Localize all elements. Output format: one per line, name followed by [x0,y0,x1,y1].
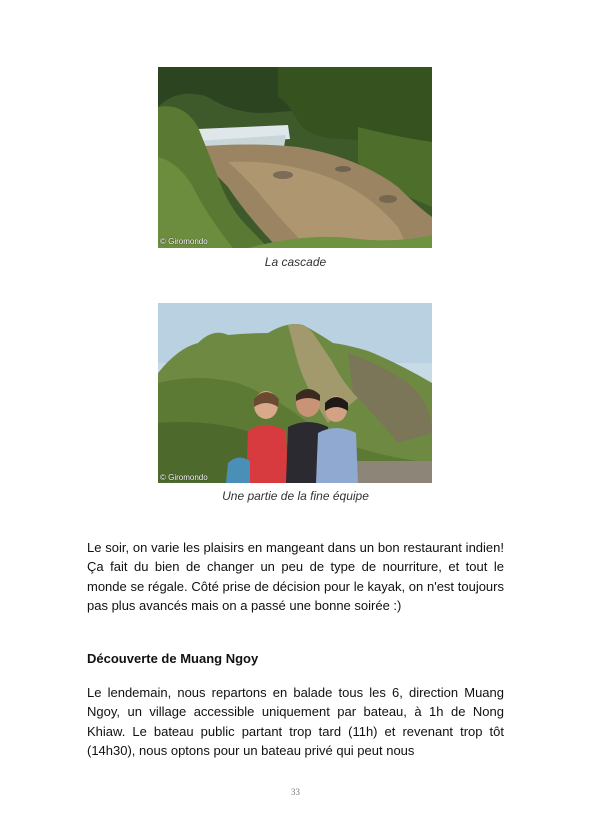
waterfall-photo [158,67,432,248]
waterfall-caption: La cascade [264,255,327,269]
paragraph-next-day: Le lendemain, nous repartons en balade tous les 6, direction Muang Ngoy, un village accessible uniquement par bateau, à 1h de Nong Khiaw. Le bateau public partant trop tard (11h) et revenant trop tôt (14h30), nous optons pour un bateau privé qui peut nous [87,685,504,758]
group-photo-watermark: © Giromondo [160,473,208,482]
group-photo-illustration [158,303,432,483]
paragraph-evening: Le soir, on varie les plaisirs en mangeant dans un bon restaurant indien! Ça fait du bien de changer un peu de type de nourriture, et tout le monde se régale. Côté prise de décision pour le kayak, on n'est toujours pas plus avancés mais on a passé une bonne soirée :) [87,540,504,613]
waterfall-photo-illustration [158,67,432,248]
waterfall-photo-watermark: © Giromondo [160,237,208,246]
group-caption: Une partie de la fine équipe [222,489,369,503]
section-heading: Découverte de Muang Ngoy [87,651,259,666]
page-number: 33 [291,787,300,797]
group-photo [158,303,432,483]
